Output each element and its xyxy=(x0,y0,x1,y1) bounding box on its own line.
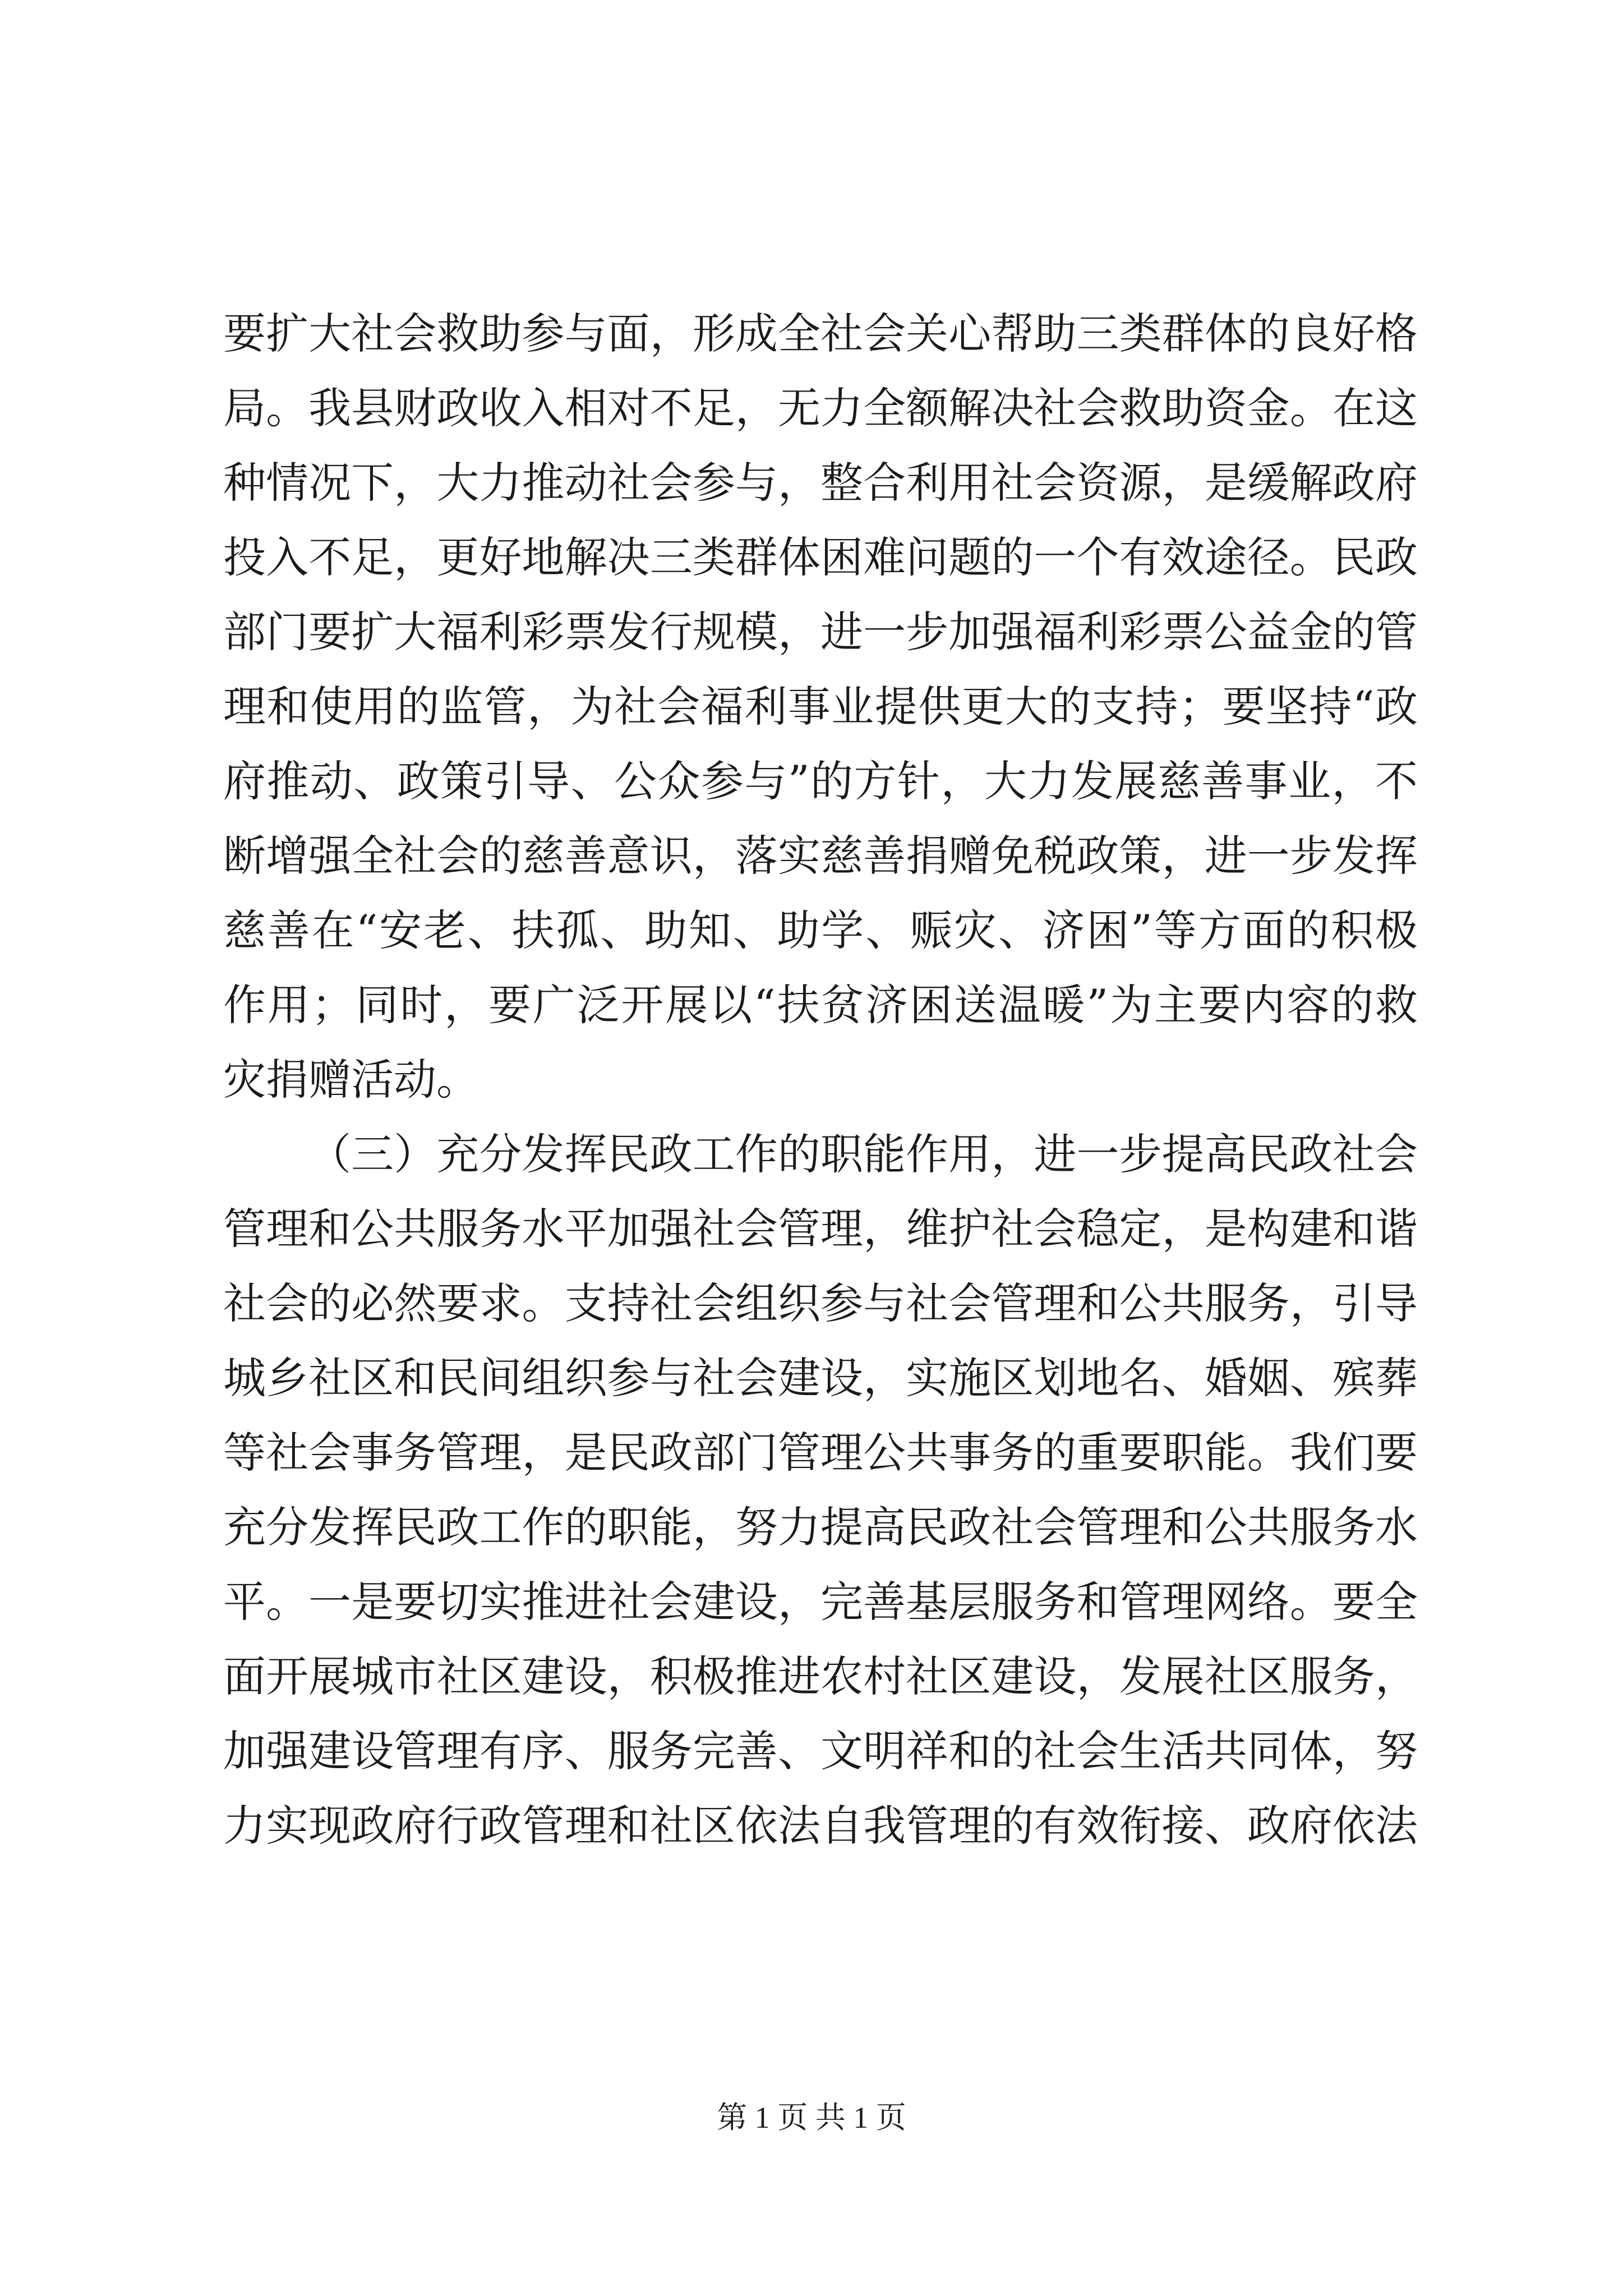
text-line: 局。我县财政收入相对不足，无力全额解决社会救助资金。在这 xyxy=(223,383,1418,433)
text-line: 要扩大社会救助参与面，形成全社会关心帮助三类群体的良好格 xyxy=(223,309,1418,358)
text-line: 面开展城市社区建设，积极推进农村社区建设，发展社区服务， xyxy=(223,1651,1418,1701)
text-line: 等社会事务管理，是民政部门管理公共事务的重要职能。我们要 xyxy=(223,1428,1418,1478)
text-line: 理和使用的监管，为社会福利事业提供更大的支持；要坚持“政 xyxy=(223,682,1418,731)
text-line: 慈善在“安老、扶孤、助知、助学、赈灾、济困”等方面的积极 xyxy=(223,905,1418,955)
paragraph-1 xyxy=(223,296,1418,1117)
document-body xyxy=(223,296,1418,1863)
paragraph-2 xyxy=(223,1117,1418,1863)
page-number-footer: 第 1 页 共 1 页 xyxy=(717,2101,906,2134)
text-line: 投入不足，更好地解决三类群体困难问题的一个有效途径。民政 xyxy=(223,532,1418,582)
text-line: 城乡社区和民间组织参与社会建设，实施区划地名、婚姻、殡葬 xyxy=(223,1353,1418,1403)
text-line: 社会的必然要求。支持社会组织参与社会管理和公共服务，引导 xyxy=(223,1278,1418,1328)
text-line: 充分发挥民政工作的职能，努力提高民政社会管理和公共服务水 xyxy=(223,1502,1418,1552)
text-line: 府推动、政策引导、公众参与”的方针，大力发展慈善事业，不 xyxy=(223,756,1418,806)
text-line: 作用；同时，要广泛开展以“扶贫济困送温暖”为主要内容的救 xyxy=(223,980,1418,1030)
text-line: 管理和公共服务水平加强社会管理，维护社会稳定，是构建和谐 xyxy=(223,1204,1418,1254)
text-line: 部门要扩大福利彩票发行规模，进一步加强福利彩票公益金的管 xyxy=(223,607,1418,657)
text-line: 平。一是要切实推进社会建设，完善基层服务和管理网络。要全 xyxy=(223,1577,1418,1627)
text-line: 力实现政府行政管理和社区依法自我管理的有效衔接、政府依法 xyxy=(223,1801,1418,1851)
text-line: 断增强全社会的慈善意识，落实慈善捐赠免税政策，进一步发挥 xyxy=(223,831,1418,881)
text-line: 灾捐赠活动。 xyxy=(223,1055,479,1105)
text-line: 加强建设管理有序、服务完善、文明祥和的社会生活共同体，努 xyxy=(223,1726,1418,1776)
text-line: 种情况下，大力推动社会参与，整合利用社会资源，是缓解政府 xyxy=(223,458,1418,508)
section-heading-line: （三）充分发挥民政工作的职能作用，进一步提高民政社会 xyxy=(308,1129,1418,1179)
